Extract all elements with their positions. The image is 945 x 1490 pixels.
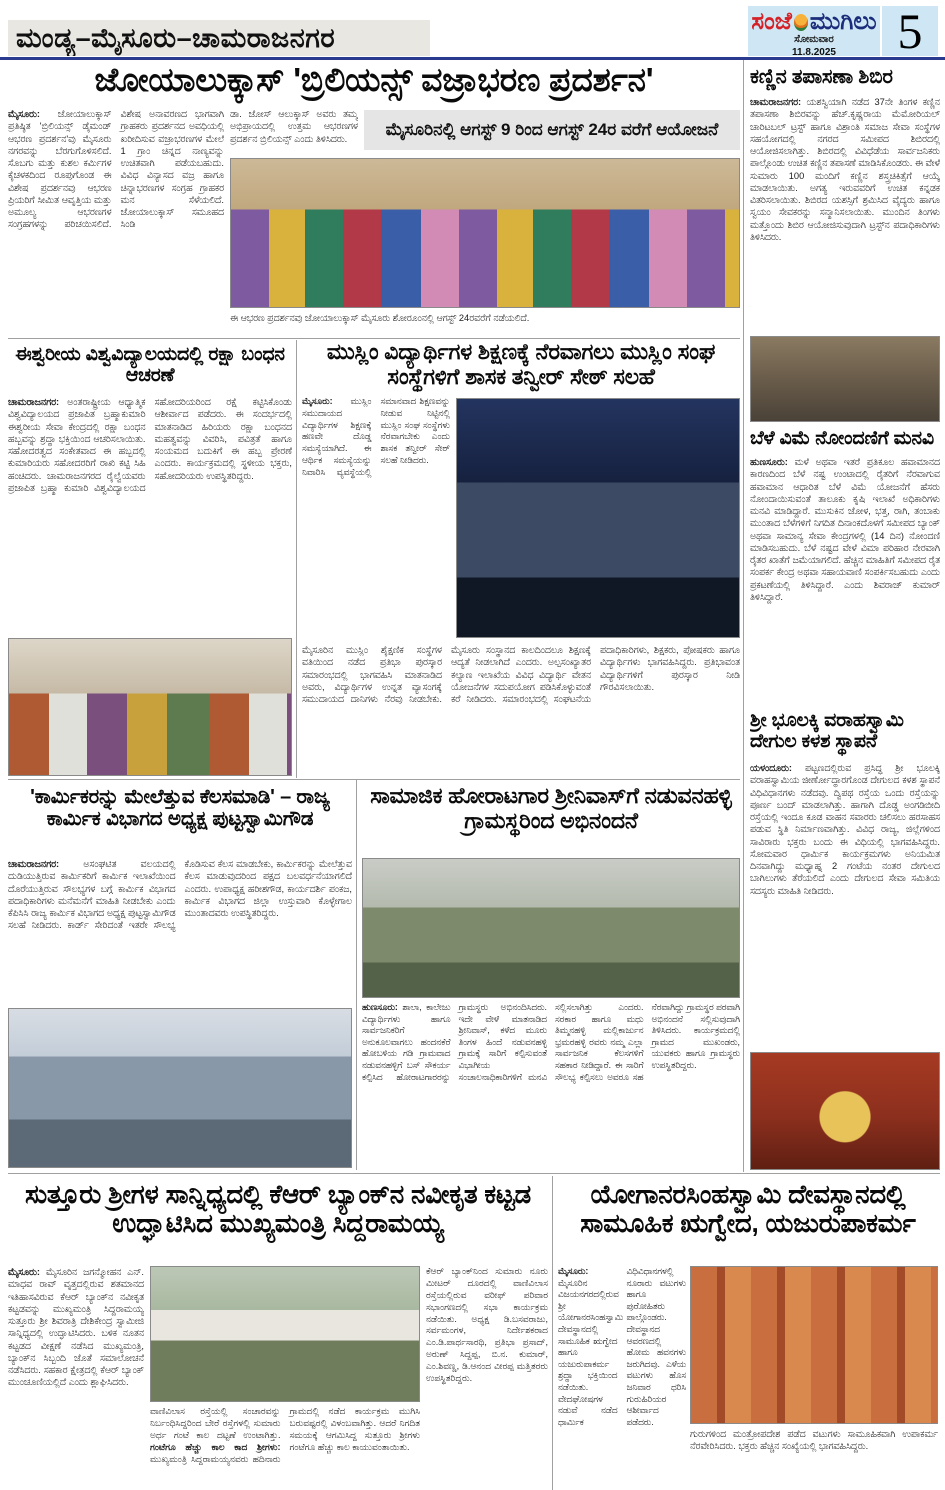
suttur-below-a: ವಾಣಿವಿಲಾಸ ರಸ್ತೆಯಲ್ಲಿ ಸಂಚಾರವನ್ನು ನಿರ್ಬಂಧಿಸಿದ್ದರಿಂದ ಬೇರೆ ರಸ್ತೆಗಳಲ್ಲಿ ಸುಮಾರು ಅರ್ಧ ಗಂಟೆ ಕಾಲ ದಟ್ಟಣೆ ಉಂಟಾಗಿತ್ತು. [150, 1406, 281, 1440]
suttur-below-b: ಮುಖ್ಯಮಂತ್ರಿ ಸಿದ್ದರಾಮಯ್ಯನವರು ಹದಿನಾರು ಗ್ರಾಮದಲ್ಲಿ ನಡೆದ ಕಾರ್ಯಕ್ರಮ ಮುಗಿಸಿ ಬರುವಷ್ಟರಲ್ಲಿ ವಿಳಂಬವಾಗಿತ್ತು. ಆದರೆ ನಿಗದಿತ ಸಮಯಕ್ಕೆ ಆಗಮಿಸಿದ್ದ ಸುತ್ತೂರು ಶ್ರೀಗಳು ಗಂಟೆಗೂ ಹೆಚ್ಚು ಕಾಲ ಕಾಯುವಂತಾಯಿತು. [150, 1406, 420, 1464]
suttur-below-photo [150, 1406, 420, 1486]
eye-camp-body-text: ಯಶಸ್ವಿಯಾಗಿ ನಡೆದ 37ನೇ ತಿಂಗಳ ಕಣ್ಣಿನ ತಪಾಸಣಾ ಶಿಬಿರವನ್ನು ಹೆಚ್.ಕೃಷ್ಣರಾಯ ಮೆಮೋರಿಯಲ್ ಚಾರಿಟಬಲ್ ಟ್ರಸ್ಟ್ ಹಾಗೂ ವಿಶ್ರಾಂತಿ ಸಮಾಜ ಸೇವಾ ಸಂಸ್ಥೆಗಳ ಸಹಯೋಗದಲ್ಲಿ ನಗರದ ಸಮೀಪದ ಶಿಬಿರದಲ್ಲಿ ಆಯೋಜಿಸಲಾಗಿತ್ತು. ಶಿಬಿರದಲ್ಲಿ ವಿವಿಧೆಡೆಯ ಸಾರ್ವಜನಿಕರು ಪಾಲ್ಗೊಂಡು ಉಚಿತ ಕಣ್ಣಿನ ತಪಾಸಣೆ ಮಾಡಿಸಿಕೊಂಡರು. ಈ ವೇಳೆ ಸುಮಾರು 100 ಮಂದಿಗೆ ಕಣ್ಣಿನ ಶಸ್ತ್ರಚಿಕಿತ್ಸೆಗೆ ಆಯ್ಕೆ ಮಾಡಲಾಯಿತು. ಅಗತ್ಯ ಇರುವವರಿಗೆ ಉಚಿತ ಕನ್ನಡಕ ವಿತರಿಸಲಾಯಿತು. ಶಿಬಿರದ ಯಶಸ್ಸಿಗೆ ಶ್ರಮಿಸಿದ ವೈದ್ಯರು ಹಾಗೂ ಸ್ವಯಂ ಸೇವಕರನ್ನು ಸನ್ಮಾನಿಸಲಾಯಿತು. ಮುಂದಿನ ತಿಂಗಳು ಮತ್ತೊಂದು ಶಿಬಿರ ಆಯೋಜಿಸುವುದಾಗಿ ಟ್ರಸ್ಟ್‌ನ ಪದಾಧಿಕಾರಿಗಳು ತಿಳಿಸಿದರು. [750, 97, 940, 242]
ishwariya-dateline: ಚಾಮರಾಜನಗರ: [8, 397, 60, 407]
sunrise-icon [794, 14, 808, 31]
muslim-body-bottom: ಮೈಸೂರಿನ ಮುಸ್ಲಿಂ ಶೈಕ್ಷಣಿಕ ಸಂಸ್ಥೆಗಳ ವತಿಯಿಂದ ನಡೆದ ಪ್ರತಿಭಾ ಪುರಸ್ಕಾರ ಸಮಾರಂಭದಲ್ಲಿ ಭಾಗವಹಿಸಿ ಮಾತನಾಡಿದ ಅವರು, ವಿದ್ಯಾರ್ಥಿಗಳ ಉನ್ನತ ವ್ಯಾಸಂಗಕ್ಕೆ ಸಮುದಾಯದ ದಾನಿಗಳು ನೆರವು ನೀಡಬೇಕು. ಮೈಸೂರು ಸಂಸ್ಥಾನದ ಕಾಲದಿಂದಲೂ ಶಿಕ್ಷಣಕ್ಕೆ ಆದ್ಯತೆ ನೀಡಲಾಗಿದೆ ಎಂದರು. ಅಲ್ಪಸಂಖ್ಯಾತರ ಕಲ್ಯಾಣ ಇಲಾಖೆಯ ವಿವಿಧ ವಿದ್ಯಾರ್ಥಿ ವೇತನ ಯೋಜನೆಗಳ ಸದುಪಯೋಗ ಪಡಿಸಿಕೊಳ್ಳುವಂತೆ ಕರೆ ನೀಡಿದರು. ಸಮಾರಂಭದಲ್ಲಿ ಸಂಘಟನೆಯ ಪದಾಧಿಕಾರಿಗಳು, ಶಿಕ್ಷಕರು, ಪೋಷಕರು ಹಾಗೂ ವಿದ್ಯಾರ್ಥಿಗಳು ಭಾಗವಹಿಸಿದ್ದರು. ಪ್ರತಿಭಾವಂತ ವಿದ್ಯಾರ್ಥಿಗಳಿಗೆ ಪುರಸ್ಕಾರ ನೀಡಿ ಗೌರವಿಸಲಾಯಿತು. [302, 645, 740, 705]
rule-row-b [8, 338, 740, 339]
muslim-body-top-text: ಮುಸ್ಲಿಂ ಸಮುದಾಯದ ವಿದ್ಯಾರ್ಥಿಗಳ ಶಿಕ್ಷಣಕ್ಕೆ ಹಣವೇ ದೊಡ್ಡ ಸಮಸ್ಯೆಯಾಗಿದೆ. ಈ ಆರ್ಥಿಕ ಸಮಸ್ಯೆಯನ್ನು ನಿವಾರಿಸಿ ವ್ಯವಸ್ಥೆಯಲ್ಲಿ ಸಮಾನವಾದ ಶಿಕ್ಷಣವನ್ನು ನೀಡುವ ನಿಟ್ಟಿನಲ್ಲಿ ಮುಸ್ಲಿಂ ಸಂಘ ಸಂಸ್ಥೆಗಳು ನೆರವಾಗಬೇಕು ಎಂದು ಶಾಸಕ ತನ್ವೀರ್ ಸೇಠ್ ಸಲಹೆ ನೀಡಿದರು. [302, 396, 450, 477]
bele-vime-dateline: ಹುಣಸೂರು: [750, 457, 788, 467]
eye-camp-dateline: ಚಾಮರಾಜನಗರ: [750, 97, 802, 107]
bhulakki-headline: ಶ್ರೀ ಭೂಲಕ್ಕಿ ವರಾಹಸ್ವಾಮಿ ದೇಗುಲ ಕಳಶ ಸ್ಥಾಪನೆ [750, 710, 904, 753]
lead-body [8, 108, 224, 335]
region-strip: ಮಂಡ್ಯ–ಮೈಸೂರು–ಚಾಮರಾಜನಗರ [8, 20, 430, 56]
lead-photo [230, 158, 740, 308]
yoga-body-text: ಮೈಸೂರಿನ ವಿಜಯನಗರದಲ್ಲಿರುವ ಶ್ರೀ ಯೋಗಾನರಸಿಂಹಸ್ವಾಮಿ ದೇವಸ್ಥಾನದಲ್ಲಿ ಸಾಮೂಹಿಕ ಋಗ್ವೇದ ಹಾಗೂ ಯಜುರುಪಾಕರ್ಮ ಶ್ರದ್ಧಾ ಭಕ್ತಿಯಿಂದ ನಡೆಯಿತು. ವೇದಘೋಷಗಳ ನಡುವೆ ನಡೆದ ಧಾರ್ಮಿಕ ವಿಧಿವಿಧಾನಗಳಲ್ಲಿ ನೂರಾರು ವಟುಗಳು ಹಾಗೂ ಪುರೋಹಿತರು ಪಾಲ್ಗೊಂಡರು. ದೇವಸ್ಥಾನದ ಆವರಣದಲ್ಲಿ ಹೋಮ ಹವನಗಳು ಜರುಗಿದವು. ಎಳೆಯ ವಟುಗಳು ಹೊಸ ಜನಿವಾರ ಧರಿಸಿ ಗುರುಹಿರಿಯರ ಆಶೀರ್ವಾದ ಪಡೆದರು. [558, 1266, 686, 1427]
muslim-body-top [302, 396, 450, 638]
srinivas-dateline: ಹುಣಸೂರು: [362, 1002, 398, 1012]
lead-headline: ಜೋಯಾಲುಕ್ಕಾಸ್ 'ಬ್ರಿಲಿಯನ್ಸ್ ವಜ್ರಾಭರಣ ಪ್ರದರ್ಶನ' [94, 62, 654, 98]
muslim-headline: ಮುಸ್ಲಿಂ ವಿದ್ಯಾರ್ಥಿಗಳ ಶಿಕ್ಷಣಕ್ಕೆ ನೆರವಾಗಲು ಮುಸ್ಲಿಂ ಸಂಘ ಸಂಸ್ಥೆಗಳಿಗೆ ಶಾಸಕ ತನ್ವೀರ್ ಸೇಠ್ ಸಲಹೆ [326, 340, 716, 389]
karmika-photo [8, 1008, 352, 1168]
deity-photo [750, 1052, 940, 1170]
srinivas-photo [362, 858, 740, 998]
masthead [748, 6, 938, 56]
srinivas-headline: ಸಾಮಾಜಿಕ ಹೋರಾಟಗಾರ ಶ್ರೀನಿವಾಸ್‌ಗೆ ನಡುವನಹಳ್ಳಿ ಗ್ರಾಮಸ್ಥರಿಂದ ಅಭಿನಂದನೆ [370, 784, 732, 833]
suttur-col4: ಕೆಆರ್ ಬ್ಯಾಂಕ್‌ನಿಂದ ಸುಮಾರು ನೂರು ಮೀಟರ್ ದೂರದಲ್ಲಿ ವಾಣಿವಿಲಾಸ ರಸ್ತೆಯಲ್ಲಿರುವ ವರೀಫ್ ಪರಿವಾರ ಸಭಾಂಗಣದಲ್ಲಿ ಸಭಾ ಕಾರ್ಯಕ್ರಮ ನಡೆಯಿತು. ಅಧ್ಯಕ್ಷ ಡಿ.ಬಸವರಾಜು, ಸರ್ವಮಂಗಳ, ನಿರ್ದೇಶಕರಾದ ಎಂ.ಡಿ.ಪಾರ್ಥಸಾರಥಿ, ಪ್ರತಿಭಾ ಪ್ರಸಾದ್, ಅರುಣ್ ಸಿದ್ದಪ್ಪ, ಬಿ.ನ. ಕುಮಾರ್, ಎಂ.ಶಿವಣ್ಣ, ಡಿ.ಆನಂದ ವೀರಪ್ಪ ಮತ್ತಿತರರು ಉಪಸ್ಥಿತರಿದ್ದರು. [426, 1266, 548, 1383]
eye-camp-body [750, 96, 940, 332]
karmika-body-text: ಅಸಂಘಟಿತ ವಲಯದಲ್ಲಿ ದುಡಿಯುತ್ತಿರುವ ಕಾರ್ಮಿಕರಿಗೆ ಕಾರ್ಮಿಕ ಇಲಾಖೆಯಿಂದ ದೊರೆಯುತ್ತಿರುವ ಸೌಲಭ್ಯಗಳ ಬಗ್ಗೆ ಕಾರ್ಮಿಕ ವಿಭಾಗದ ಪದಾಧಿಕಾರಿಗಳು ಮನೆಮನೆಗೆ ಮಾಹಿತಿ ನೀಡಬೇಕು ಎಂದು ಕೆಪಿಸಿಸಿ ರಾಜ್ಯ ಕಾರ್ಮಿಕ ವಿಭಾಗದ ಅಧ್ಯಕ್ಷ ಪುಟ್ಟಸ್ವಾಮಿಗೌಡ ಸಲಹೆ ನೀಡಿದರು. ಕಾರ್ಡ್ ಸೇರಿದಂತೆ ಇತರೇ ಸೌಲಭ್ಯ ಕೊಡಿಸುವ ಕೆಲಸ ಮಾಡಬೇಕು, ಕಾರ್ಮಿಕರನ್ನು ಮೇಲೆತ್ತುವ ಕೆಲಸ ಮಾಡುವುದರಿಂದ ಪಕ್ಷದ ಬಲವರ್ಧನೆಯಾಗಲಿದೆ ಎಂದರು. ಉಪಾಧ್ಯಕ್ಷ ಹರೀಶಗೌಡ, ಕಾರ್ಯದರ್ಶಿ ಪಂಕಜ, ಕಾರ್ಮಿಕ ವಿಭಾಗದ ಜಿಲ್ಲಾ ಉಸ್ತುವಾರಿ ಕೊಳ್ಳೇಗಾಲ ಮುಂತಾದವರು ಉಪಸ್ಥಿತರಿದ್ದರು. [8, 859, 352, 931]
masthead-date: 11.8.2025 [792, 46, 836, 56]
bele-vime-body [750, 456, 940, 704]
page-number: 5 [897, 6, 923, 56]
ishwariya-headline: ಈಶ್ವರೀಯ ವಿಶ್ವವಿದ್ಯಾಲಯದಲ್ಲಿ ರಕ್ಷಾ ಬಂಧನ ಆಚರಣೆ [15, 344, 285, 387]
lead-body-text: ಜೋಯಾಲುಕ್ಕಾಸ್ ಪ್ರತಿಷ್ಠಿತ 'ಬ್ರಿಲಿಯನ್ಸ್ ಡೈಮಂಡ್ ಆಭರಣ ಪ್ರದರ್ಶನ'ವು ಮೈಸೂರು ನಗರವನ್ನು ಬೆರಗುಗೊಳಿಸಲಿದೆ. ಸೊಬಗು ಮತ್ತು ಕುಶಲ ಕರ್ಮಿಗಳ ಕೈಚಳಕದಿಂದ ರೂಪುಗೊಂಡ ಈ ವಿಶೇಷ ಪ್ರದರ್ಶನವು ಆಭರಣ ಪ್ರಿಯರಿಗೆ ಸೀಮಿತ ಆವೃತ್ತಿಯ ಮತ್ತು ಅಮೂಲ್ಯ ಆಭರಣಗಳ ಸಂಗ್ರಹಗಳನ್ನು ಪರಿಚಯಿಸಲಿದೆ. ವಿಶೇಷ ಅನಾವರಣದ ಭಾಗವಾಗಿ ಗ್ರಾಹಕರು ಪ್ರದರ್ಶನದ ಅವಧಿಯಲ್ಲಿ ಖರೀದಿಸುವ ವಜ್ರಾಭರಣಗಳ ಮೇಲೆ 1 ಗ್ರಾಂ ಚಿನ್ನದ ನಾಣ್ಯವನ್ನು ಉಚಿತವಾಗಿ ಪಡೆಯಬಹುದು. ವಿವಿಧ ವಿನ್ಯಾಸದ ವಜ್ರ ಹಾಗೂ ಚಿನ್ನಾಭರಣಗಳ ಸಂಗ್ರಹ ಗ್ರಾಹಕರ ಮನ ಸೆಳೆಯಲಿದೆ. ಜೋಯಾಲುಕ್ಕಾಸ್ ಸಮೂಹದ ಸಿಂಡಿ [8, 109, 224, 230]
rail-divider [743, 60, 744, 1172]
lead-subhead: ಮೈಸೂರಿನಲ್ಲಿ ಆಗಸ್ಟ್ 9 ರಿಂದ ಆಗಸ್ಟ್ 24ರ ವರೆಗೆ ಆಯೋಜನೆ [364, 110, 740, 150]
yoga-dateline: ಮೈಸೂರು: [558, 1266, 589, 1276]
ishwariya-body-text: ಅಂತರಾಷ್ಟ್ರೀಯ ಆಧ್ಯಾತ್ಮಿಕ ವಿಶ್ವವಿದ್ಯಾಲಯದ ಪ್ರಜಾಪಿತ ಬ್ರಹ್ಮಾಕುಮಾರಿ ಈಶ್ವರೀಯ ಸೇವಾ ಕೇಂದ್ರದಲ್ಲಿ ರಕ್ಷಾ ಬಂಧನ ಹಬ್ಬವನ್ನು ಶ್ರದ್ಧಾ ಭಕ್ತಿಯಿಂದ ಆಚರಿಸಲಾಯಿತು. ಸಹೋದರತ್ವದ ಸಂಕೇತವಾದ ಈ ಹಬ್ಬದಲ್ಲಿ ಕುಮಾರಿಯರು ಸಹೋದರರಿಗೆ ರಾಖಿ ಕಟ್ಟಿ ಸಿಹಿ ಹಂಚಿದರು. ಚಾಮರಾಜನಗರದ ರೈಲ್ವೆಯವರು ಪ್ರಜಾಪಿತ ಬ್ರಹ್ಮಾ ಕುಮಾರಿ ವಿಶ್ವವಿದ್ಯಾಲಯದ ಸಹೋದರಿಯರಿಂದ ರಕ್ಷೆ ಕಟ್ಟಿಸಿಕೊಂಡು ಆಶೀರ್ವಾದ ಪಡೆದರು. ಈ ಸಂದರ್ಭದಲ್ಲಿ ಮಾತನಾಡಿದ ಹಿರಿಯರು ರಕ್ಷಾ ಬಂಧನದ ಮಹತ್ವವನ್ನು ವಿವರಿಸಿ, ಪವಿತ್ರತೆ ಹಾಗೂ ಸಂಯಮದ ಬದುಕಿಗೆ ಈ ಹಬ್ಬ ಪ್ರೇರಣೆ ಎಂದರು. ಕಾರ್ಯಕ್ರಮದಲ್ಲಿ ಸ್ಥಳೀಯ ಭಕ್ತರು, ಸಹೋದರಿಯರು ಉಪಸ್ಥಿತರಿದ್ದರು. [8, 397, 292, 493]
lead-photo-caption: ಈ ಆಭರಣ ಪ್ರದರ್ಶನವು ಜೋಯಾಲುಕ್ಕಾಸ್ ಮೈಸೂರು ಶೋರೂಂನಲ್ಲಿ ಆಗಸ್ಟ್ 24ರವರೆಗೆ ನಡೆಯಲಿದೆ. [230, 313, 530, 323]
bele-vime-headline: ಬೆಳೆ ವಿಮೆ ನೋಂದಣಿಗೆ ಮನವಿ [750, 428, 934, 449]
divider-c1 [356, 780, 357, 1170]
suttur-headline: ಸುತ್ತೂರು ಶ್ರೀಗಳ ಸಾನ್ನಿಧ್ಯದಲ್ಲಿ ಕೆಆರ್ ಬ್ಯಾಂಕ್‌ನ ನವೀಕೃತ ಕಟ್ಟಡ ಉದ್ಘಾಟಿಸಿದ ಮುಖ್ಯಮಂತ್ರಿ ಸಿದ್ದರಾಮಯ್ಯ [25, 1180, 531, 1239]
muslim-dateline: ಮೈಸೂರು: [302, 396, 333, 406]
yoga-headline: ಯೋಗಾನರಸಿಂಹಸ್ವಾಮಿ ದೇವಸ್ಥಾನದಲ್ಲಿ ಸಾಮೂಹಿಕ ಋಗ್ವೇದ, ಯಜುರುಪಾಕರ್ಮ [580, 1180, 916, 1239]
lead-body-col3: ಡಾ. ಜೋಸ್ ಆಲುಕ್ಕಾಸ್ ಅವರು ತಮ್ಮ ಅಭಿಪ್ರಾಯದಲ್ಲಿ ಉತ್ತಮ ಆಭರಣಗಳ ಪ್ರದರ್ಶನ ಬ್ರಿಲಿಯನ್ಸ್ ಎಂದು ತಿಳಿಸಿದರು. [230, 109, 358, 144]
suttur-col1-text: ಮೈಸೂರಿನ ಜಗನ್ಮೋಹನ ಎನ್. ಮಾಧವ ರಾವ್ ವೃತ್ತದಲ್ಲಿರುವ ಶತಮಾನದ ಇತಿಹಾಸವಿರುವ ಕೆಆರ್ ಬ್ಯಾಂಕ್‌ನ ನವೀಕೃತ ಕಟ್ಟಡವನ್ನು ಮುಖ್ಯಮಂತ್ರಿ ಸಿದ್ದರಾಮಯ್ಯ ಸುತ್ತೂರು ಶ್ರೀ ಶಿವರಾತ್ರಿ ದೇಶಿಕೇಂದ್ರ ಸ್ವಾಮೀಜಿ ಸಾನ್ನಿಧ್ಯದಲ್ಲಿ ಉದ್ಘಾಟಿಸಿದರು. ಬಳಿಕ ನೂತನ ಕಟ್ಟಡದ ವೀಕ್ಷಣೆ ನಡೆಸಿದ ಮುಖ್ಯಮಂತ್ರಿ, ಬ್ಯಾಂಕ್‌ನ ಸಿಬ್ಬಂದಿ ಜೊತೆ ಸಮಾಲೋಚನೆ ನಡೆಸಿದರು. ಸಹಕಾರ ಕ್ಷೇತ್ರದಲ್ಲಿ ಕೆಆರ್ ಬ್ಯಾಂಕ್ ಮುಂಚೂಣಿಯಲ್ಲಿದೆ ಎಂದು ಶ್ಲಾಘಿಸಿದರು. [8, 1267, 144, 1388]
srinivas-body [362, 1002, 740, 1168]
rule-row-d [8, 1173, 940, 1174]
bhulakki-body-text: ಪಟ್ಟಣದಲ್ಲಿರುವ ಪ್ರಸಿದ್ಧ ಶ್ರೀ ಭೂಲಕ್ಕಿ ವರಾಹಸ್ವಾಮಿಯ ಜೀರ್ಣೋದ್ಧಾರಗೊಂಡ ದೇಗುಲದ ಕಳಶ ಸ್ಥಾಪನೆ ವಿಧಿವಿಧಾನಗಳು ನಡೆದವು. ದ್ವಿಪಥ ರಸ್ತೆಯ ಒಂದು ರಸ್ತೆಯನ್ನು ಪೂರ್ಣ ಬಂದ್ ಮಾಡಲಾಗಿತ್ತು. ಹಾಗಾಗಿ ದೊಡ್ಡ ಅಂಗಡಿಬೀದಿ ರಸ್ತೆಯಲ್ಲಿ ಇಂದೂ ಕೂಡ ವಾಹನ ಸವಾರರು ಚಲಿಸಲು ಹರಸಾಹಸ ಪಡುವ ಸ್ಥಿತಿ ನಿರ್ಮಾಣವಾಗಿತ್ತು. ವಿವಿಧ ರಾಜ್ಯ, ಜಿಲ್ಲೆಗಳಿಂದ ಸಾವಿರಾರು ಭಕ್ತರು ಬಂದು ಈ ವಿಧಿಯಲ್ಲಿ ಭಾಗವಹಿಸಿದ್ದರು. ಸೋಮವಾರ ಧಾರ್ಮಿಕ ಕಾರ್ಯಕ್ರಮಗಳು ಅನಿಯಮಿತ ದಿನವಾಗಿದ್ದು ಮಧ್ಯಾಹ್ನ 2 ಗಂಟೆಯ ನಂತರ ದೇಗುಲದ ಬಾಗಿಲುಗಳು ತೆರೆಯಲಿದೆ ಎಂದು ದೇಗುಲದ ಸೇವಾ ಸಮಿತಿಯ ಸದಸ್ಯರು ಮಾಹಿತಿ ನೀಡಿದರು. [750, 763, 940, 896]
bele-vime-body-text: ಮಳೆ ಅಥವಾ ಇತರೆ ಪ್ರತಿಕೂಲ ಹವಾಮಾನದ ಕಾರಣದಿಂದ ಬೆಳೆ ನಷ್ಟ ಉಂಟಾದಲ್ಲಿ ರೈತರಿಗೆ ನೆರವಾಗುವ ಹವಾಮಾನ ಆಧಾರಿತ ಬೆಳೆ ವಿಮೆ ಯೋಜನೆಗೆ ಹೆಸರು ನೋಂದಾಯಿಸುವಂತೆ ತಾಲೂಕು ಕೃಷಿ ಇಲಾಖೆ ಅಧಿಕಾರಿಗಳು ಮನವಿ ಮಾಡಿದ್ದಾರೆ. ಮುಸುಕಿನ ಜೋಳ, ಭತ್ತ, ರಾಗಿ, ತಂಬಾಕು ಮುಂತಾದ ಬೆಳೆಗಳಿಗೆ ನಿಗದಿತ ದಿನಾಂಕದೊಳಗೆ ಸಮೀಪದ ಬ್ಯಾಂಕ್ ಅಥವಾ ಸಾಮಾನ್ಯ ಸೇವಾ ಕೇಂದ್ರಗಳಲ್ಲಿ (14 ದಿನ) ನೋಂದಣಿ ಮಾಡಿಸಬಹುದು. ಬೆಳೆ ನಷ್ಟದ ವೇಳೆ ವಿಮಾ ಪರಿಹಾರ ನೇರವಾಗಿ ರೈತರ ಖಾತೆಗೆ ಜಮೆಯಾಗಲಿದೆ. ಹೆಚ್ಚಿನ ಮಾಹಿತಿಗೆ ಸಮೀಪದ ರೈತ ಸಂಪರ್ಕ ಕೇಂದ್ರ ಅಥವಾ ಸಹಾಯವಾಣಿ ಸಂಪರ್ಕಿಸಬಹುದು ಎಂದು ಪ್ರಕಟಣೆಯಲ್ಲಿ ತಿಳಿಸಿದ್ದಾರೆ. ಎಂದು ಶಿವರಾಜ್ ಕುಮಾರ್ ತಿಳಿಸಿದ್ದಾರೆ. [750, 457, 940, 602]
suttur-col1 [8, 1266, 144, 1486]
masthead-title-sanje: ಸಂಜೆ [751, 8, 792, 35]
eye-camp-photo [750, 336, 940, 422]
header-rule [0, 57, 945, 60]
bhulakki-dateline: ಯಳಂದೂರು: [750, 763, 793, 773]
yoga-photo [690, 1266, 938, 1424]
srinivas-body-text: ಶಾಲಾ, ಕಾಲೇಜು ವಿದ್ಯಾರ್ಥಿಗಳು ಹಾಗೂ ಸಾರ್ವಜನಿಕರಿಗೆ ಅನುಕೂಲವಾಗಲು ಹಂದನಕೆರೆ ಹೋಬಳಿಯ ಗಡಿ ಗ್ರಾಮವಾದ ನಡುವನಹಳ್ಳಿಗೆ ಬಸ್ ಸೌಕರ್ಯ ಕಲ್ಪಿಸಿದ ಹೋರಾಟಗಾರರನ್ನು ಗ್ರಾಮಸ್ಥರು ಅಭಿನಂದಿಸಿದರು. ಇದೇ ವೇಳೆ ಮಾತನಾಡಿದ ಶ್ರೀನಿವಾಸ್, ಕಳೆದ ಮೂರು ತಿಂಗಳ ಹಿಂದೆ ನಡುವನಹಳ್ಳಿ ಗ್ರಾಮಕ್ಕೆ ಸಾರಿಗೆ ಕಲ್ಪಿಸುವಂತೆ ವಿಭಾಗೀಯ ಸಂಚಾಲನಾಧಿಕಾರಿಗಳಿಗೆ ಮನವಿ ಸಲ್ಲಿಸಲಾಗಿತ್ತು ಎಂದರು. ಸರಕಾರ ಹಾಗೂ ಮಧು ತಿಮ್ಮನಹಳ್ಳಿ ಮಲ್ಲಿಕಾರ್ಜುನ ಭ್ರಮರಹಳ್ಳಿ ರವರು ನಮ್ಮ ಎಲ್ಲಾ ಸಾರ್ವಜನಿಕ ಕೆಲಸಗಳಿಗೆ ಸಹಕಾರ ನೀಡಿದ್ದಾರೆ. ಈ ಸಾರಿಗೆ ಸೌಲಭ್ಯ ಕಲ್ಪಿಸಲು ಅವರೂ ಸಹ ನೆರವಾಗಿದ್ದು ಗ್ರಾಮಸ್ಥರ ಪರವಾಗಿ ಅಭಿನಂದನೆ ಸಲ್ಲಿಸುವುದಾಗಿ ತಿಳಿಸಿದರು. ಕಾರ್ಯಕ್ರಮದಲ್ಲಿ ಗ್ರಾಮದ ಮುಖಂಡರು, ಯುವಕರು ಹಾಗೂ ಗ್ರಾಮಸ್ಥರು ಉಪಸ್ಥಿತರಿದ್ದರು. [362, 1002, 740, 1082]
rule-row-c [8, 779, 740, 780]
divider-b1 [296, 340, 297, 778]
yoga-body [558, 1266, 686, 1486]
karmika-body [8, 858, 352, 1004]
muslim-photo [456, 398, 740, 638]
bhulakki-body [750, 762, 940, 1050]
divider-d1 [552, 1176, 553, 1490]
lead-dateline: ಮೈಸೂರು: [8, 109, 41, 119]
suttur-photo [150, 1266, 420, 1402]
masthead-day: ಸೋಮವಾರ [794, 34, 834, 46]
karmika-headline: 'ಕಾರ್ಮಿಕರನ್ನು ಮೇಲೆತ್ತುವ ಕೆಲಸಮಾಡಿ' – ರಾಜ್ಯ ಕಾರ್ಮಿಕ ವಿಭಾಗದ ಅಧ್ಯಕ್ಷ ಪುಟ್ಟಸ್ವಾಮಿಗೌಡ [30, 786, 330, 831]
ishwariya-body [8, 396, 292, 634]
eye-camp-headline: ಕಣ್ಣಿನ ತಪಾಸಣಾ ಶಿಬಿರ [750, 66, 893, 88]
masthead-title-mugilu: ಮುಗಿಲು [809, 8, 877, 35]
suttur-dateline: ಮೈಸೂರು: [8, 1267, 41, 1277]
yoga-photo-caption: ಗುರುಗಳಿಂದ ಮಂತ್ರೋಪದೇಶ ಪಡೆದ ವಟುಗಳು ಸಾಮೂಹಿಕವಾಗಿ ಉಪಾಕರ್ಮ ನೆರವೇರಿಸಿದರು. ಭಕ್ತರು ಹೆಚ್ಚಿನ ಸಂಖ್ಯೆಯಲ್ಲಿ ಭಾಗವಹಿಸಿದ್ದರು. [690, 1429, 938, 1452]
ishwariya-photo [8, 638, 292, 776]
karmika-dateline: ಚಾಮರಾಜನಗರ: [8, 859, 60, 869]
masthead-titles [748, 6, 880, 56]
suttur-below-subhead: ಗಂಟೆಗೂ ಹೆಚ್ಚು ಕಾಲ ಕಾದ ಶ್ರೀಗಳು: [150, 1441, 281, 1452]
